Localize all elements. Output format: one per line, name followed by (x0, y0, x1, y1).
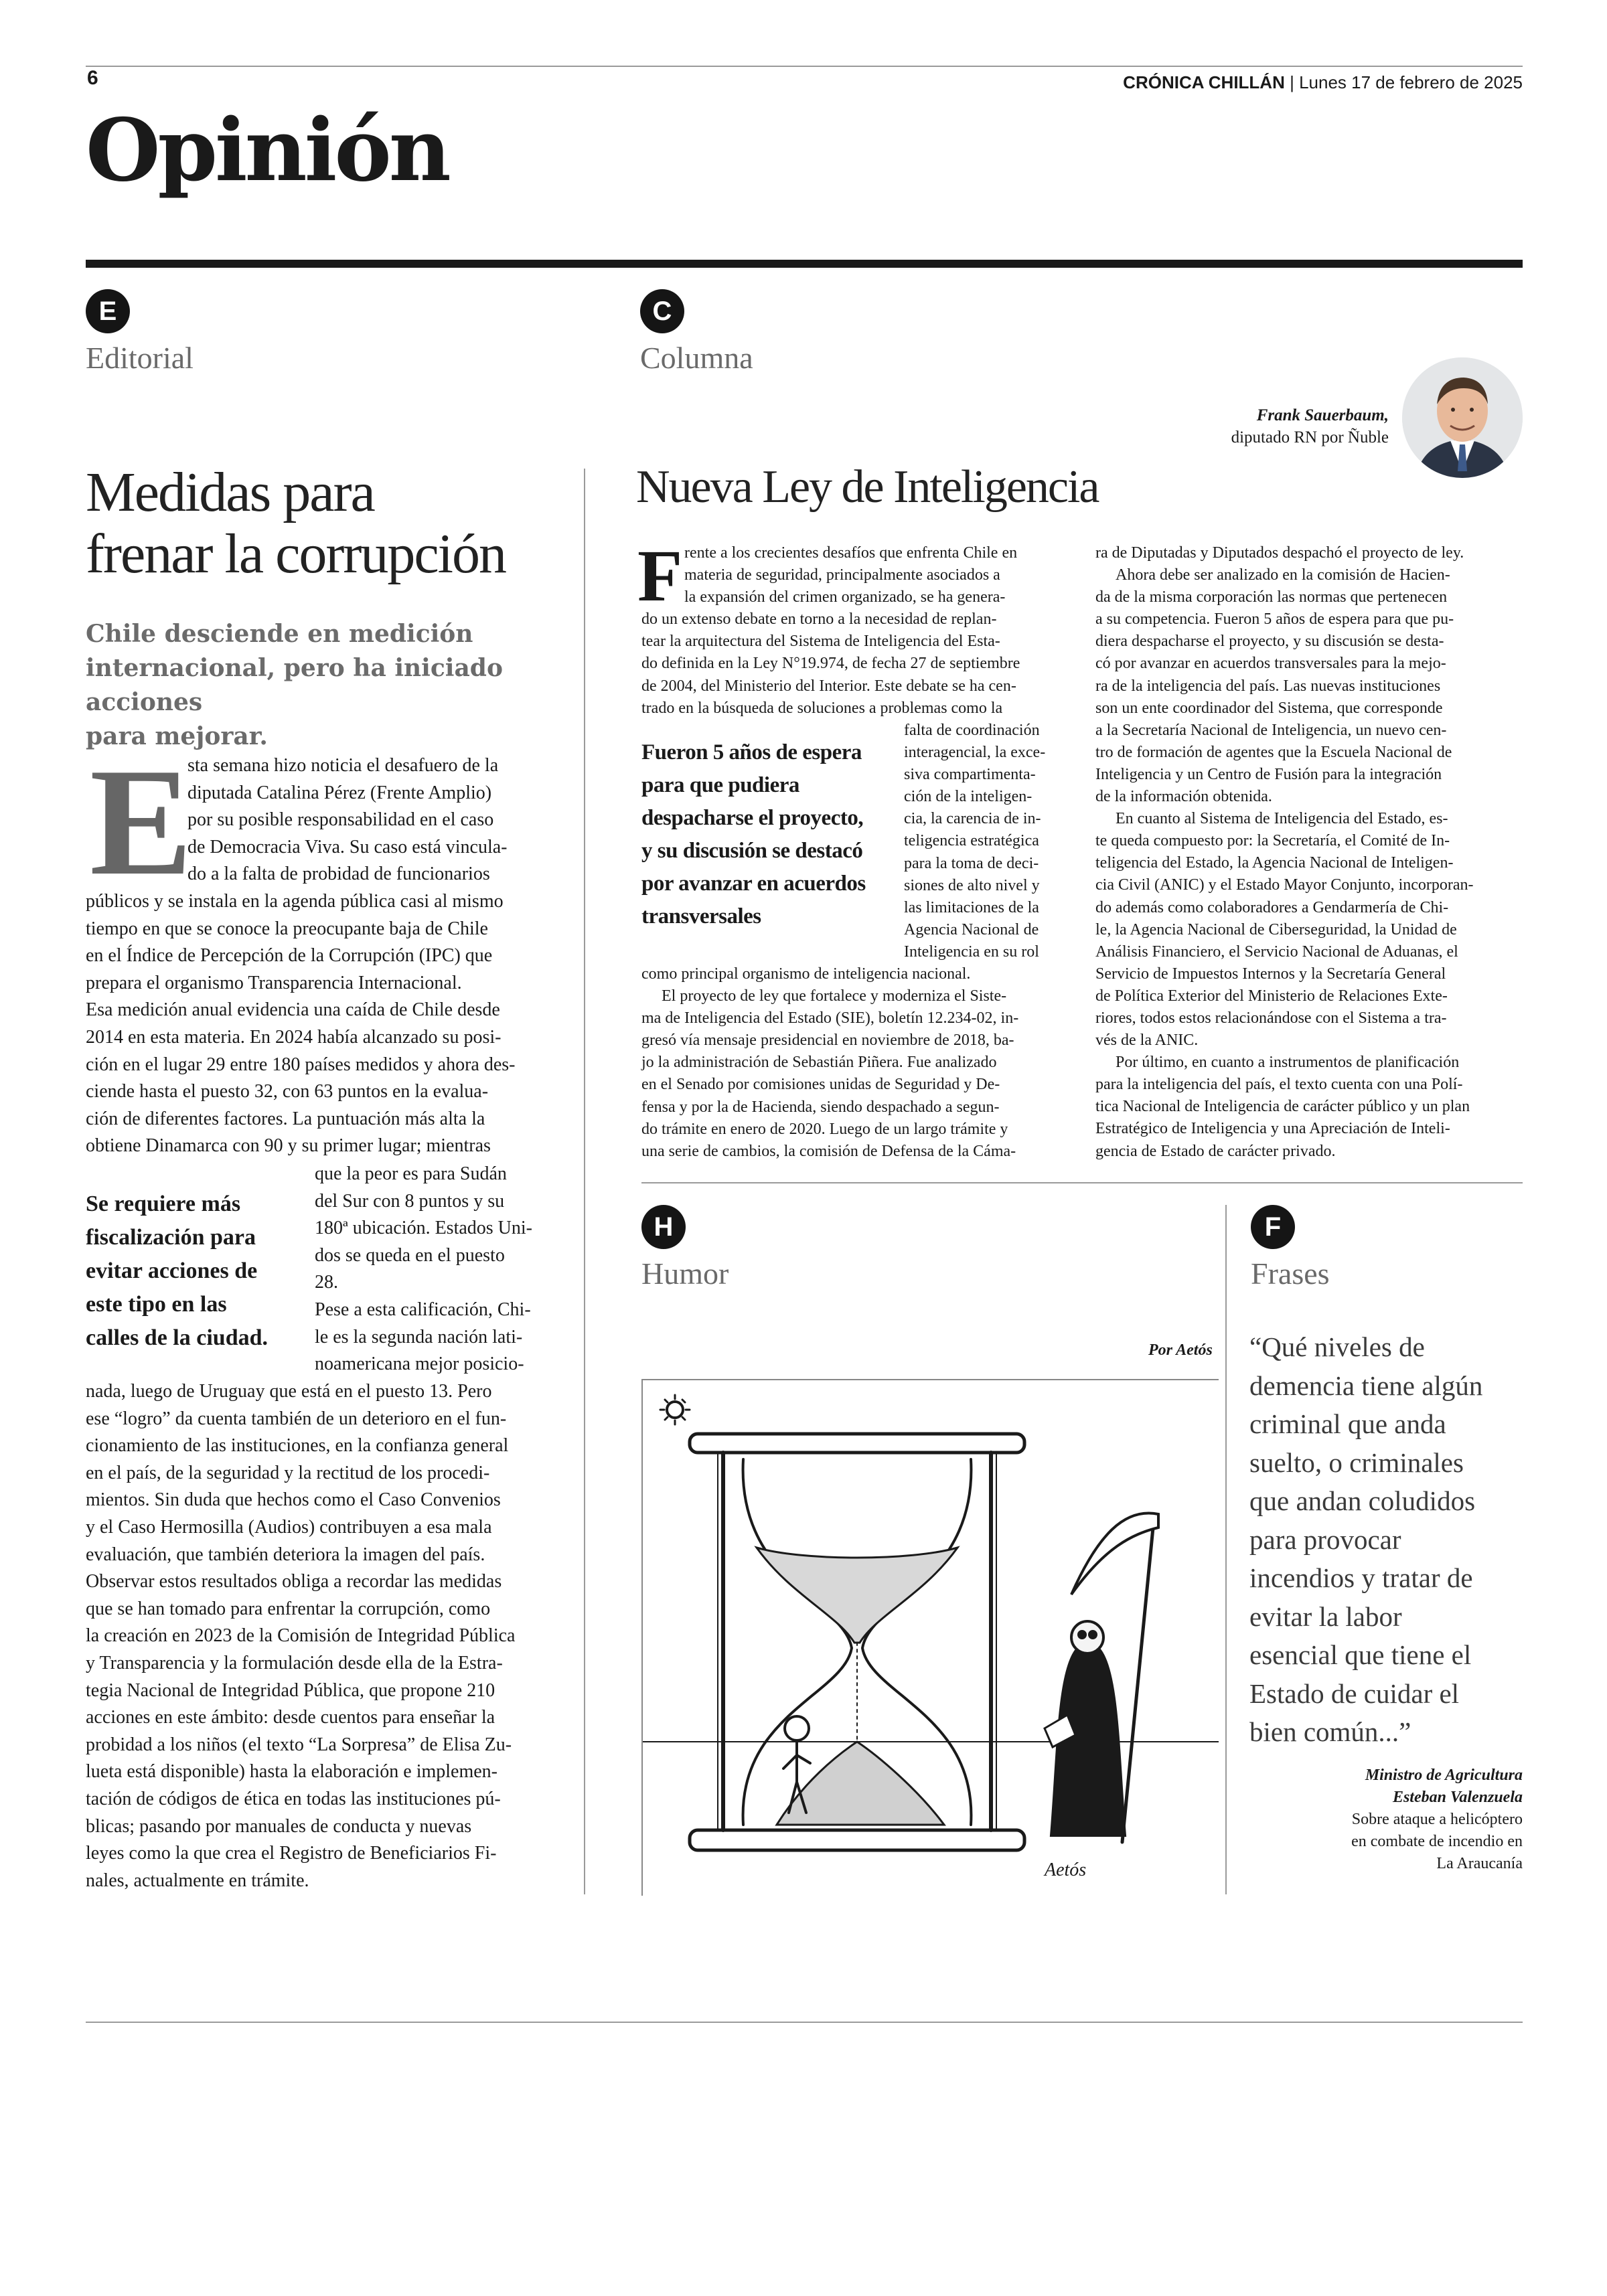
text-line: Observar estos resultados obliga a recordar las medidas (86, 1571, 502, 1592)
text-line: te queda compuesto por: la Secretaría, el Comité de In- (1095, 832, 1450, 850)
text-line: do además como colaboradores a Gendarmería de Chi- (1095, 898, 1449, 916)
text-line: gresó vía mensaje presidencial en noviembre de 2018, ba- (641, 1032, 1014, 1050)
headline-line: Medidas para (86, 461, 374, 523)
text-line: Agencia Nacional de (904, 920, 1039, 938)
quote-line: que andan coludidos (1249, 1485, 1476, 1516)
text-line: do trámite en enero de 2020. Luego de un largo trámite y (641, 1120, 1008, 1138)
quote-line: suelto, o criminales (1249, 1447, 1464, 1478)
text-line: mientos. Sin duda que hechos como el Caso Convenios (86, 1489, 501, 1511)
text-line: falta de coordinación (904, 722, 1040, 739)
text-line: prepara el organismo Transparencia Internacional. (86, 972, 462, 993)
text-line: y el Caso Hermosilla (Audios) contribuyen a esa mala (86, 1516, 492, 1538)
column-body-col2 (1095, 542, 1523, 1163)
text-line: sta semana hizo noticia el desafuero de la (187, 755, 499, 776)
quote-context-line: La Araucanía (1436, 1855, 1523, 1872)
editorial-subtitle (86, 617, 541, 754)
section-title: Opinión (86, 100, 449, 201)
text-line: la creación en 2023 de la Comisión de Integridad Pública (86, 1625, 516, 1647)
text-line: obtiene Dinamarca con 90 y su primer lugar; mientras (86, 1135, 491, 1157)
text-line: Esa medición anual evidencia una caída de Chile desde (86, 999, 500, 1021)
text-line: fensa y por la de Hacienda, siendo despachado a segun- (641, 1098, 1000, 1116)
pullquote-line: transversales (641, 904, 761, 928)
text-line: ma de Inteligencia del Estado (SIE), boletín 12.234-02, in- (641, 1009, 1019, 1028)
text-line: en el país, de la seguridad y la rectitud de los procedi- (86, 1462, 490, 1483)
text-line: por su posible responsabilidad en el caso (187, 809, 494, 831)
text-line: Pese a esta calificación, Chi- (315, 1299, 531, 1320)
text-line: interagencial, la exce- (904, 744, 1046, 762)
text-line: gencia de Estado de carácter privado. (1095, 1142, 1336, 1160)
text-line: como principal organismo de inteligencia nacional. (641, 965, 971, 983)
text-line: 180ª ubicación. Estados Uni- (315, 1218, 532, 1239)
column-headline: Nueva Ley de Inteligencia (636, 461, 1099, 513)
text-line: tear la arquitectura del Sistema de Inteligencia del Esta- (641, 633, 1000, 651)
column-body-col1-bottom (641, 963, 1069, 1163)
text-line: ción de diferentes factores. La puntuación más alta la (86, 1108, 485, 1129)
text-line: do a la falta de probidad de funcionarios (187, 864, 490, 885)
pullquote-line: y su discusión se destacó (641, 839, 863, 863)
text-line: que la peor es para Sudán (315, 1163, 507, 1184)
text-line: jo la administración de Sebastián Piñera. Fue analizado (641, 1054, 997, 1072)
column-author (1231, 404, 1389, 448)
text-line: nada, luego de Uruguay que está en el puesto 13. Pero (86, 1381, 492, 1402)
frases-badge: F (1251, 1205, 1295, 1249)
text-line: diputada Catalina Pérez (Frente Amplio) (187, 782, 492, 803)
text-line: riores, todos estos relacionándose con el Sistema a tra- (1095, 1009, 1447, 1027)
headline-line: frenar la corrupción (86, 523, 506, 585)
text-line: teligencia estratégica (904, 832, 1039, 850)
text-line: evaluación, que también deteriora la imagen del país. (86, 1544, 485, 1565)
text-line: Servicio de Impuestos Internos y la Secretaría General (1095, 965, 1446, 983)
text-line: noamericana mejor posicio- (315, 1354, 524, 1375)
text-line: 28. (315, 1272, 338, 1293)
text-line: materia de seguridad, principalmente asociados a (684, 566, 1000, 584)
quote-line: evitar la labor (1249, 1601, 1402, 1632)
text-line: ción de la inteligen- (904, 788, 1032, 806)
quote-line: demencia tiene algún (1249, 1370, 1483, 1401)
text-line: teligencia del Estado, la Agencia Nacional de Inteligen- (1095, 854, 1454, 872)
column-pullquote (641, 736, 909, 933)
subtitle-line: internacional, pero ha iniciado acciones (86, 654, 503, 716)
pullquote-line: este tipo en las (86, 1292, 227, 1317)
cartoon-credit: Por Aetós (1148, 1341, 1213, 1359)
publication-date: Lunes 17 de febrero de 2025 (1299, 72, 1523, 92)
text-line: Inteligencia en su rol (904, 942, 1039, 961)
subtitle-line: Chile desciende en medición (86, 620, 473, 648)
humor-badge: H (641, 1205, 686, 1249)
text-line: en el Índice de Percepción de la Corrupción (IPC) que (86, 945, 493, 967)
quote-line: esencial que tiene el (1249, 1639, 1472, 1670)
text-line: Estratégico de Inteligencia y una Apreciación de Inteli- (1095, 1120, 1450, 1138)
text-line: una serie de cambios, la comisión de Defensa de la Cáma- (641, 1142, 1016, 1160)
quote-line: criminal que anda (1249, 1408, 1446, 1439)
text-line: có por avanzar en acuerdos transversales para la mejo- (1095, 655, 1446, 673)
text-line: para la inteligencia del país, el texto cuenta con una Polí- (1095, 1076, 1463, 1094)
text-line: Por último, en cuanto a instrumentos de planificación (1116, 1054, 1460, 1072)
text-line: de Política Exterior del Ministerio de Relaciones Exte- (1095, 987, 1448, 1005)
text-line: le es la segunda nación lati- (315, 1326, 523, 1347)
column-label: Columna (640, 341, 753, 375)
text-line: tegia Nacional de Integridad Pública, que propone 210 (86, 1679, 495, 1701)
text-line: tiempo en que se conoce la preocupante baja de Chile (86, 918, 488, 939)
quote-role: Ministro de Agricultura (1365, 1767, 1523, 1784)
text-line: públicos y se instala en la agenda pública casi al mismo (86, 890, 504, 912)
pullquote-line: Fueron 5 años de espera (641, 740, 862, 764)
subtitle-line: para mejorar. (86, 722, 268, 750)
quote-context-line: en combate de incendio en (1351, 1833, 1523, 1850)
editorial-label: Editorial (86, 341, 194, 375)
pullquote-line: por avanzar en acuerdos (641, 872, 866, 896)
author-portrait-icon (1402, 357, 1523, 478)
quote-line: para provocar (1249, 1524, 1401, 1555)
text-line: Inteligencia y un Centro de Fusión para la integración (1095, 765, 1442, 783)
text-line: la expansión del crimen organizado, se ha genera- (684, 588, 1006, 606)
editorial-body-bottom (86, 1378, 541, 1894)
text-line: leyes como la que crea el Registro de Beneficiarios Fi- (86, 1843, 497, 1864)
text-line: las limitaciones de la (904, 898, 1039, 916)
text-line: siva compartimenta- (904, 766, 1036, 784)
text-line: de Democracia Viva. Su caso está vincula- (187, 836, 508, 857)
editorial-badge: E (86, 289, 130, 333)
text-line: El proyecto de ley que fortalece y moderniza el Siste- (662, 987, 1007, 1005)
cartoon-signature: Aetós (1045, 1860, 1087, 1880)
frases-label: Frases (1251, 1256, 1330, 1291)
humor-label: Humor (641, 1256, 729, 1291)
text-line: ese “logro” da cuenta también de un deterioro en el fun- (86, 1408, 507, 1429)
frases-quote (1249, 1328, 1531, 1752)
page-number: 6 (87, 67, 98, 89)
text-line: Ahora debe ser analizado en la comisión de Hacien- (1116, 566, 1450, 584)
editorial-pullquote (86, 1187, 307, 1355)
text-line: y Transparencia y la formulación desde ella de la Estra- (86, 1652, 503, 1673)
text-line: rente a los crecientes desafíos que enfrenta Chile en (684, 544, 1018, 562)
column-body-col1-top (641, 542, 1069, 720)
publication-name: CRÓNICA CHILLÁN (1123, 72, 1285, 92)
text-line: trado en la búsqueda de soluciones a problemas como la (641, 699, 1003, 717)
quote-line: “Qué niveles de (1249, 1331, 1425, 1362)
text-line: le, la Agencia Nacional de Ciberseguridad, la Unidad de (1095, 920, 1457, 938)
text-line: da de la misma corporación las normas que pertenecen (1095, 588, 1448, 606)
text-line: ra de la inteligencia del país. Las nuevas instituciones (1095, 677, 1441, 695)
text-line: nales, actualmente en trámite. (86, 1870, 309, 1891)
quote-name: Esteban Valenzuela (1392, 1789, 1523, 1806)
column-body-col1-side (904, 720, 1069, 963)
editorial-body-side (315, 1161, 541, 1378)
text-line: do un extenso debate en torno a la necesidad de replan- (641, 610, 997, 629)
text-line: ción en el lugar 29 entre 180 países medidos y ahora des- (86, 1054, 516, 1075)
text-line: siones de alto nivel y (904, 876, 1040, 894)
text-line: de 2004, del Ministerio del Interior. Este debate se ha cen- (641, 677, 1016, 695)
text-line: cia, la carencia de in- (904, 810, 1041, 828)
pullquote-line: fiscalización para (86, 1225, 256, 1250)
text-line: do definida en la Ley N°19.974, de fecha 27 de septiembre (641, 655, 1020, 673)
text-line: probidad a los niños (el texto “La Sorpresa” de Elisa Zu- (86, 1734, 512, 1755)
text-line: que se han tomado para enfrentar la corrupción, como (86, 1598, 491, 1619)
quote-line: incendios y tratar de (1249, 1562, 1473, 1593)
text-line: diera despacharse el proyecto, y su discusión se desta- (1095, 633, 1444, 651)
text-line: ra de Diputadas y Diputados despachó el proyecto de ley. (1095, 544, 1464, 562)
text-line: dos se queda en el puesto (315, 1244, 505, 1266)
quote-line: Estado de cuidar el (1249, 1677, 1460, 1709)
text-line: tación de códigos de ética en todas las instituciones pú- (86, 1788, 501, 1809)
editorial-drop-cap: E (90, 736, 193, 907)
hourglass-grim-reaper-cartoon-icon (641, 1379, 1219, 1896)
text-line: a la Secretaría Nacional de Inteligencia, un nuevo cen- (1095, 721, 1447, 739)
text-line: cia Civil (ANIC) y el Estado Mayor Conjunto, incorporan- (1095, 876, 1474, 894)
quote-context-line: Sobre ataque a helicóptero (1351, 1811, 1523, 1828)
publication-dateline: CRÓNICA CHILLÁN | Lunes 17 de febrero de 2025 (1123, 72, 1523, 92)
author-name: Frank Sauerbaum, (1256, 406, 1389, 424)
pullquote-line: calles de la ciudad. (86, 1325, 269, 1350)
text-line: de la información obtenida. (1095, 788, 1272, 806)
column-badge: C (640, 289, 684, 333)
text-line: son un ente coordinador del Sistema, que corresponde (1095, 699, 1443, 717)
text-line: vés de la ANIC. (1095, 1032, 1199, 1050)
author-role: diputado RN por Ñuble (1231, 428, 1389, 446)
quote-line: bien común...” (1249, 1716, 1411, 1747)
text-line: tro de formación de agentes que la Escuela Nacional de (1095, 743, 1452, 761)
text-line: cionamiento de las instituciones, en la confianza general (86, 1435, 509, 1457)
text-line: Análisis Financiero, el Servicio Nacional de Aduanas, el (1095, 942, 1458, 961)
editorial-headline (86, 462, 568, 585)
text-line: En cuanto al Sistema de Inteligencia del Estado, es- (1116, 810, 1448, 828)
text-line: acciones en este ámbito: desde cuentos para enseñar la (86, 1707, 495, 1728)
quote-attribution (1351, 1765, 1523, 1875)
text-line: 2014 en esta materia. En 2024 había alcanzado su posi- (86, 1026, 502, 1048)
text-line: en el Senado por comisiones unidas de Seguridad y De- (641, 1076, 1000, 1094)
text-line: lueta está disponible) hasta la elaboración e implemen- (86, 1761, 498, 1783)
text-line: ciende hasta el puesto 32, con 63 puntos en la evalua- (86, 1081, 489, 1102)
pullquote-line: despacharse el proyecto, (641, 806, 864, 830)
pullquote-line: Se requiere más (86, 1192, 241, 1216)
text-line: tica Nacional de Inteligencia de carácter público y un plan (1095, 1098, 1470, 1116)
pullquote-line: para que pudiera (641, 773, 799, 797)
text-line: a su competencia. Fueron 5 años de espera para que pu- (1095, 610, 1454, 629)
pullquote-line: evitar acciones de (86, 1258, 258, 1283)
text-line: blicas; pasando por manuales de conducta y nuevas (86, 1815, 472, 1837)
text-line: para la toma de deci- (904, 854, 1039, 872)
column-drop-cap: F (637, 535, 683, 617)
text-line: del Sur con 8 puntos y su (315, 1190, 505, 1212)
